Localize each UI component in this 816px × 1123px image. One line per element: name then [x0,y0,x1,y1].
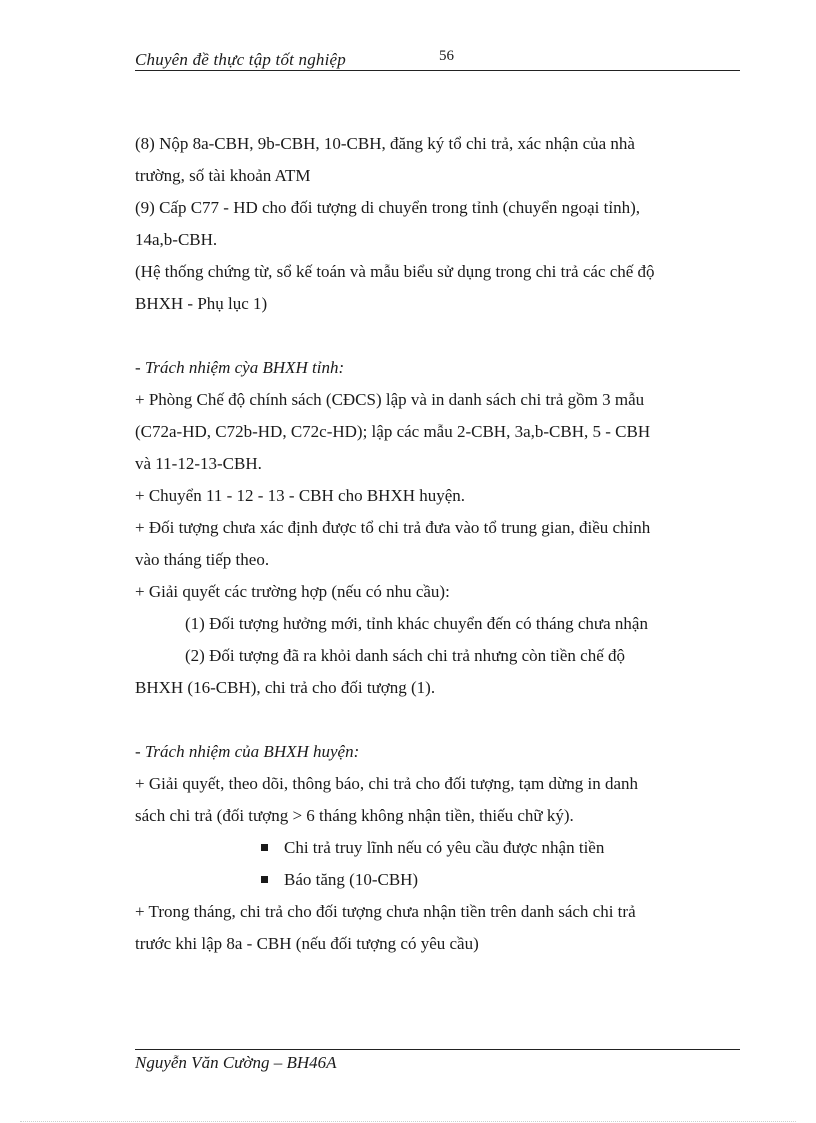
paragraph-gap [135,320,740,352]
section-heading-province: - Trách nhiệm cỳa BHXH tỉnh: [135,358,345,377]
page-number: 56 [439,48,454,64]
footer-rule [135,1049,740,1050]
page-header [135,48,740,71]
bullet-text: Chi trả truy lĩnh nếu có yêu cầu được nhận tiền [284,838,605,857]
text-line: (9) Cấp C77 - HD cho đối tượng di chuyển trong tỉnh (chuyển ngoại tỉnh), [135,198,640,217]
text-line: (C72a-HD, C72b-HD, C72c-HD); lập các mẫu 2-CBH, 3a,b-CBH, 5 - CBH [135,422,651,441]
section-heading-district: - Trách nhiệm của BHXH huyện: [135,742,360,761]
text-line: + Phòng Chế độ chính sách (CĐCS) lập và in danh sách chi trả gồm 3 mẫu [135,390,645,409]
text-line: (8) Nộp 8a-CBH, 9b-CBH, 10-CBH, đăng ký tổ chi trả, xác nhận của nhà [135,134,635,153]
text-line: BHXH - Phụ lục 1) [135,294,268,313]
text-line: + Đối tượng chưa xác định được tổ chi trả đưa vào tổ trung gian, điều chỉnh [135,518,651,537]
text-line: + Trong tháng, chi trả cho đối tượng chưa nhận tiền trên danh sách chi trả [135,902,636,921]
text-line: và 11-12-13-CBH. [135,454,262,473]
text-line: sách chi trả (đối tượng > 6 tháng không nhận tiền, thiếu chữ ký). [135,806,574,825]
text-line: trường, số tài khoản ATM [135,166,311,185]
page-edge [20,1121,796,1122]
bullet-item [135,832,740,864]
document-body [135,128,740,960]
square-bullet-icon [261,844,268,851]
text-line: (Hệ thống chứng từ, sổ kế toán và mẫu biểu sử dụng trong chi trả các chế độ [135,262,655,281]
text-line: vào tháng tiếp theo. [135,550,270,569]
square-bullet-icon [261,876,268,883]
text-line: 14a,b-CBH. [135,230,218,249]
text-line: + Giải quyết các trường hợp (nếu có nhu cầu): [135,582,450,601]
paragraph-gap [135,704,740,736]
text-line: BHXH (16-CBH), chi trả cho đối tượng (1). [135,678,436,697]
bullet-item [135,864,740,896]
text-line: + Chuyển 11 - 12 - 13 - CBH cho BHXH huyện. [135,486,466,505]
text-line: + Giải quyết, theo dõi, thông báo, chi trả cho đối tượng, tạm dừng in danh [135,774,639,793]
header-title: Chuyên đề thực tập tốt nghiệp [135,50,347,69]
bullet-text: Báo tăng (10-CBH) [284,870,419,889]
text-line: trước khi lập 8a - CBH (nếu đối tượng có yêu cầu) [135,934,479,953]
text-line: (2) Đối tượng đã ra khỏi danh sách chi trả nhưng còn tiền chế độ [185,646,626,665]
footer-author: Nguyễn Văn Cường – BH46A [135,1053,337,1072]
text-line: (1) Đối tượng hưởng mới, tỉnh khác chuyển đến có tháng chưa nhận [185,614,648,633]
